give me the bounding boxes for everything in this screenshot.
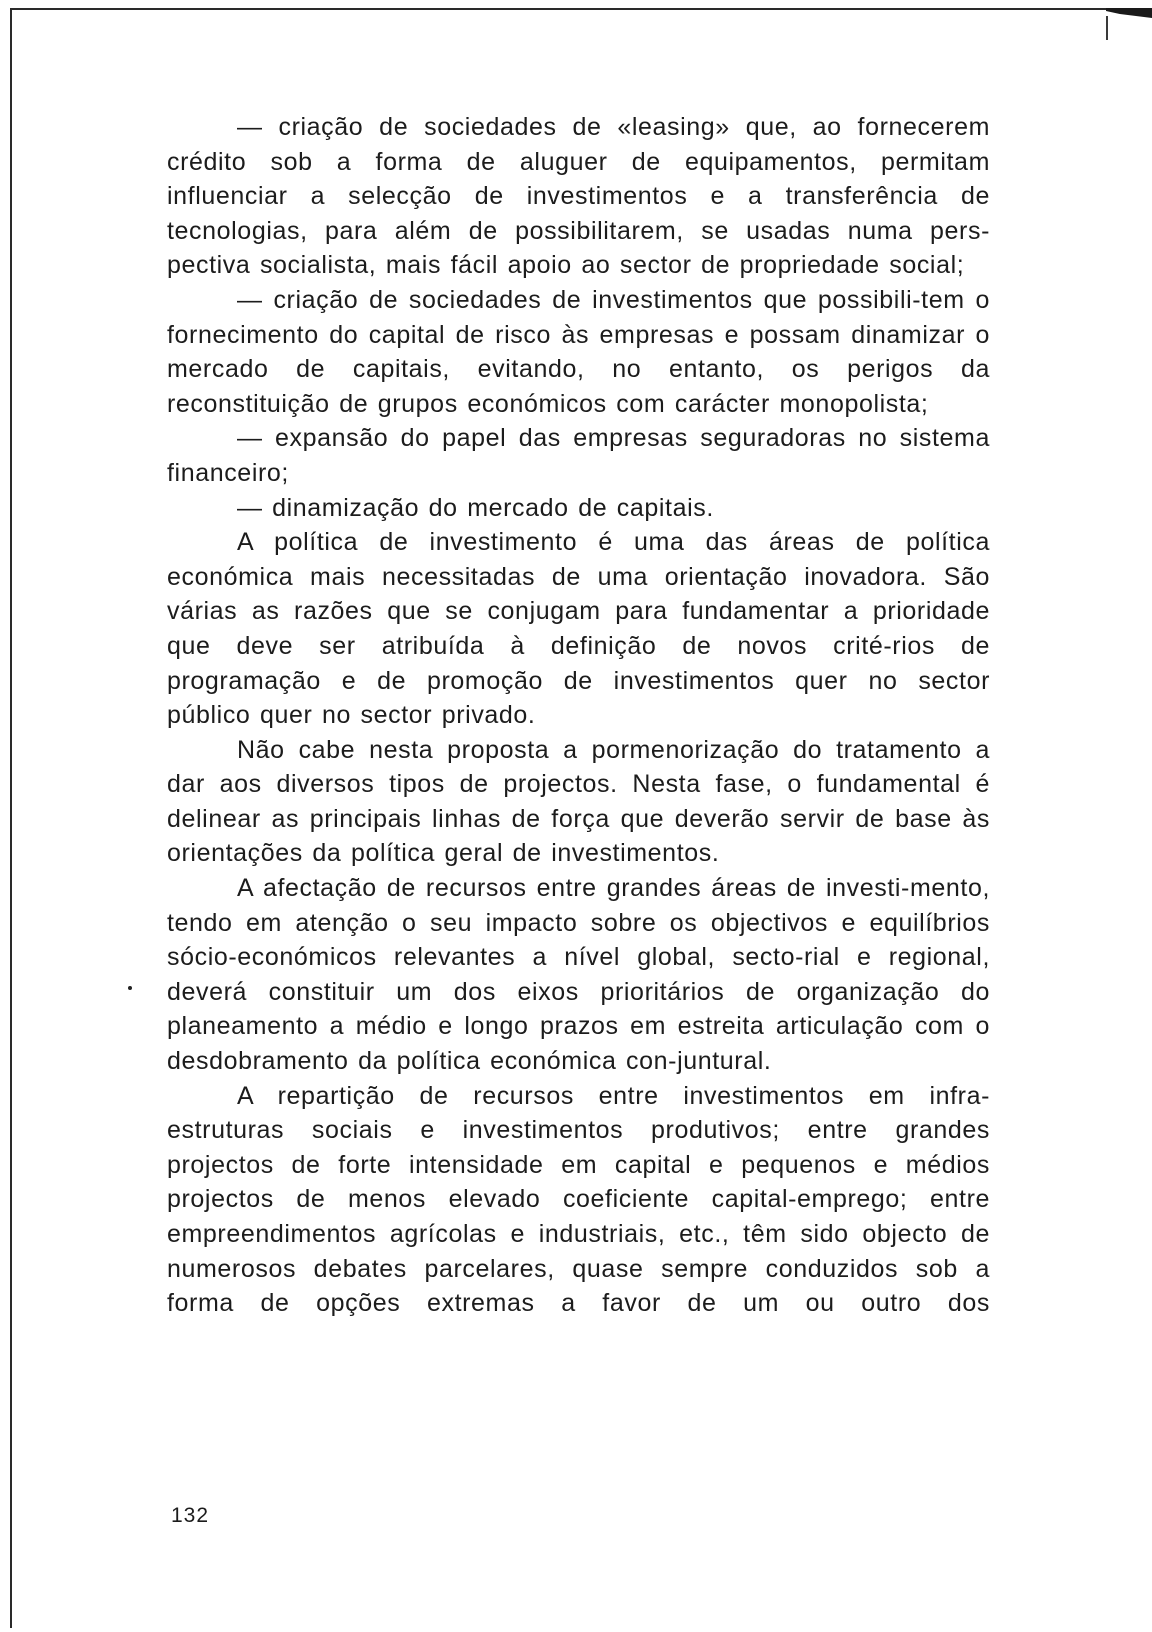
scan-border-left: [10, 8, 12, 1628]
scan-corner-mark: [1106, 8, 1152, 18]
paragraph-capital-market: — dinamização do mercado de capitais.: [237, 493, 714, 522]
page-number: 132: [171, 1504, 210, 1527]
margin-dot: [128, 986, 132, 990]
scan-border-top: [10, 8, 1110, 10]
paragraph-leasing: — criação de sociedades de «leasing» que, ao fornecerem crédito sob a forma de aluguer de equipamentos, permitam influenciar a selecção de investimentos e a transferência de tecnologias, para além de possibilitarem, se usadas numa pers-pectiva socialista, mais fácil apoio ao sector de propriedade social;: [167, 113, 990, 280]
paragraph-resource-allocation: A afectação de recursos entre grandes áreas de investi-mento, tendo em atenção o seu impacto sobre os objectivos e equilíbrios sócio-económicos relevantes a nível global, secto-rial e regional, deverá constituir um dos eixos prioritários de organização do planeamento a médio e longo prazos em estreita articulação com o desdobramento da política económica con-juntural.: [167, 874, 990, 1076]
paragraph-investment-companies: — criação de sociedades de investimentos que possibili-tem o fornecimento do capital de risco às empresas e possam dinamizar o mercado de capitais, evitando, no entanto, os perigos da reconstituição de grupos económicos com carácter monopolista;: [167, 285, 990, 418]
paragraph-investment-policy: A política de investimento é uma das áreas de política económica mais necessitadas de uma orientação inovadora. São várias as razões que se conjugam para fundamentar a prioridade que deve ser atribuída à definição de novos crité-rios de programação e de promoção de investimentos quer no sector público quer no sector privado.: [167, 528, 990, 730]
paragraph-insurance: — expansão do papel das empresas seguradoras no sistema financeiro;: [167, 424, 990, 487]
paragraph-project-treatment: Não cabe nesta proposta a pormenorização do tratamento a dar aos diversos tipos de projectos. Nesta fase, o fundamental é delinear as principais linhas de força que deverão servir de base às orientações da política geral de investimentos.: [167, 735, 990, 868]
body-text: [167, 110, 990, 1321]
scan-corner-tick: [1106, 16, 1108, 40]
paragraph-resource-distribution: A repartição de recursos entre investimentos em infra-estruturas sociais e investimentos produtivos; entre grandes projectos de forte intensidade em capital e pequenos e médios projectos de menos elevado coeficiente capital-emprego; entre empreendimentos agrícolas e industriais, etc., têm sido objecto de numerosos debates parcelares, quase sempre conduzidos sob a forma de opções extremas a favor de um ou outro dos: [167, 1081, 990, 1318]
